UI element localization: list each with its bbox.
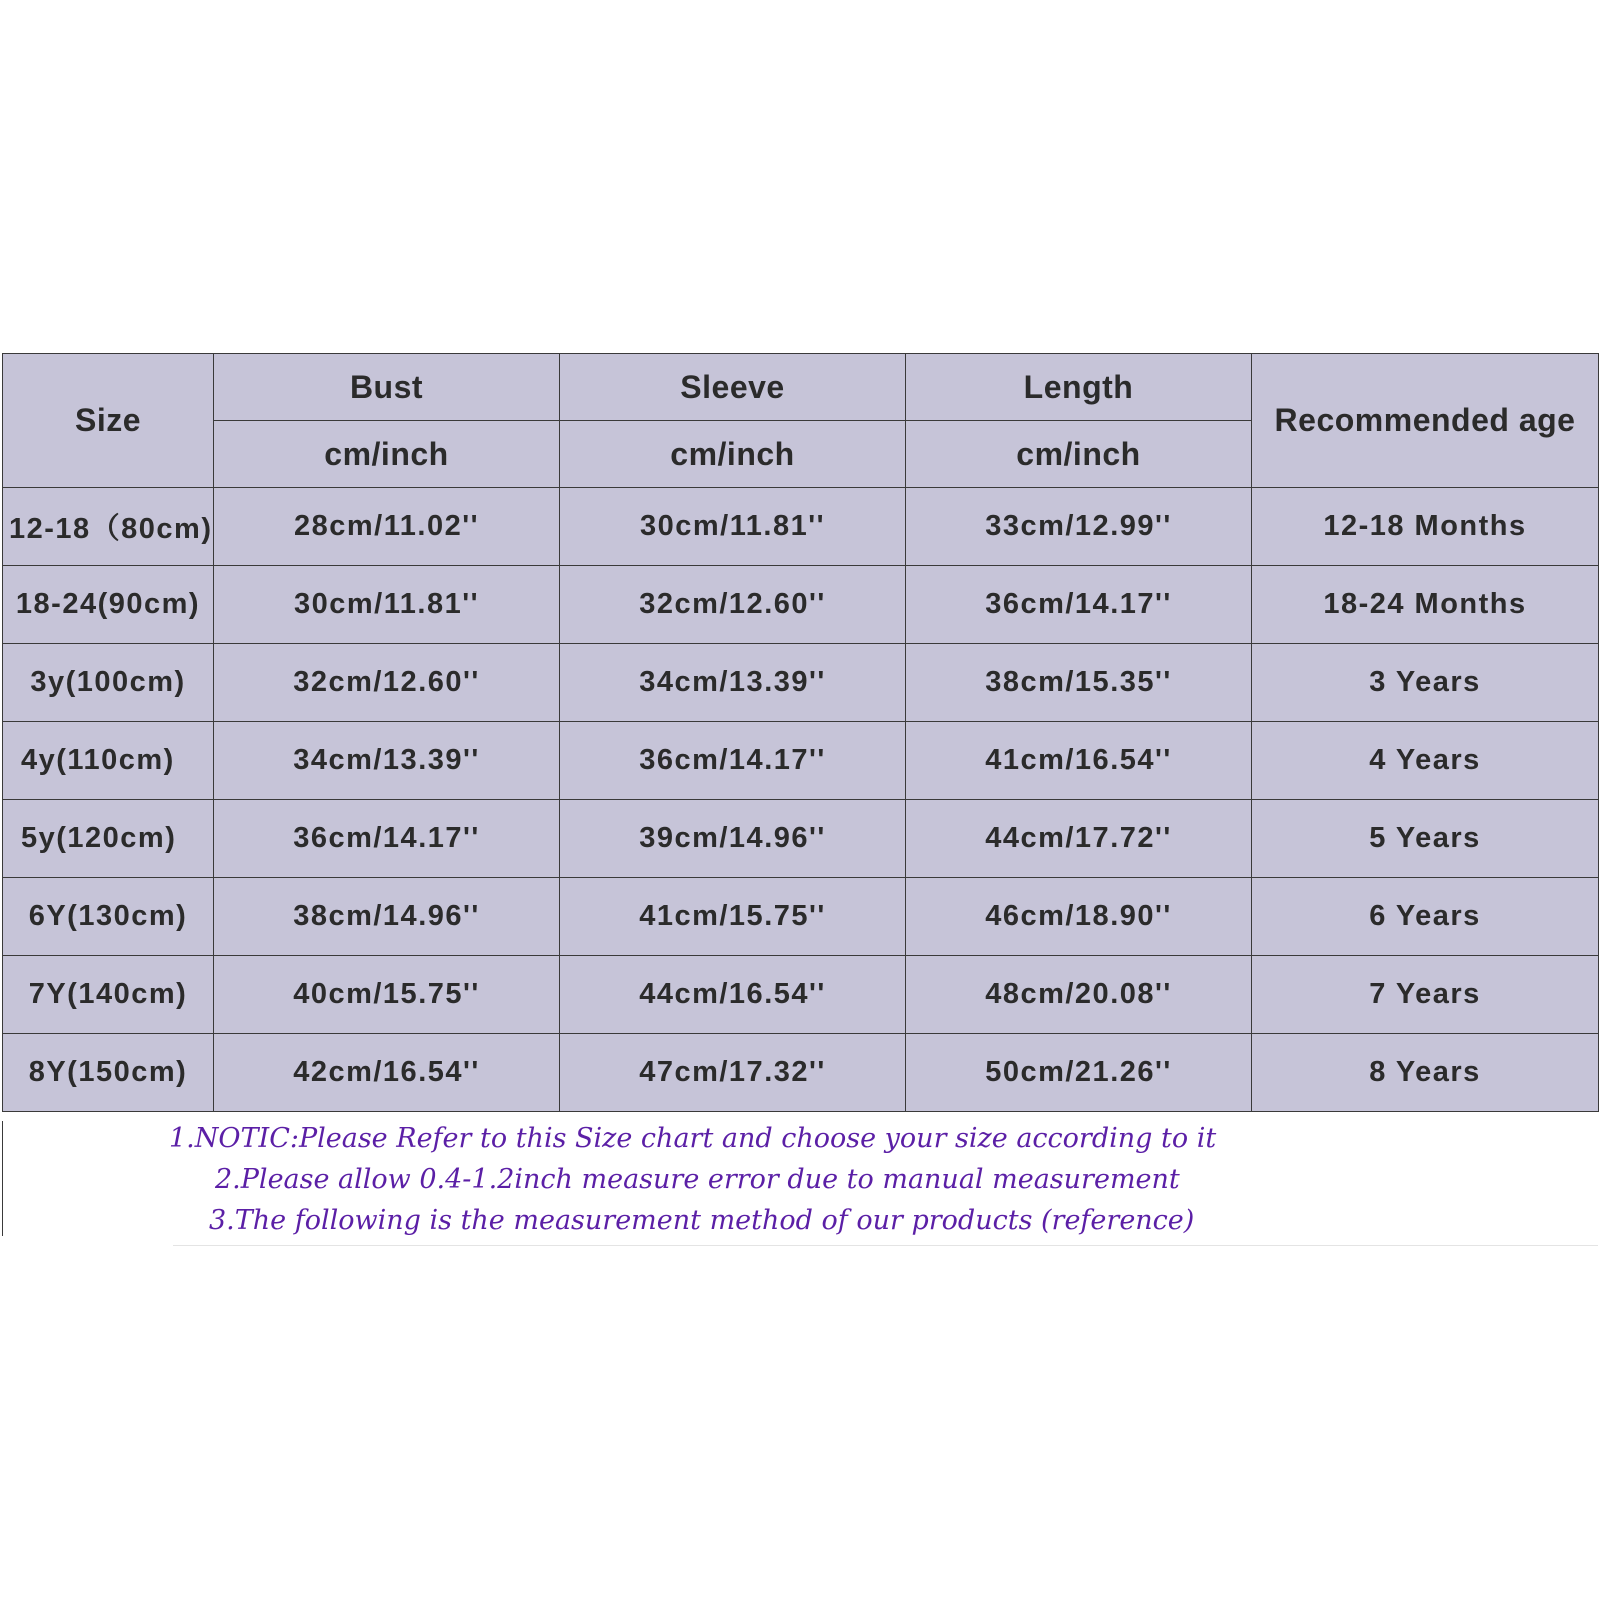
length-cell: 33cm/12.99'' <box>906 488 1252 566</box>
size-header: Size <box>3 354 214 488</box>
size-cell: 12-18（80cm) <box>3 488 214 566</box>
size-cell: 6Y(130cm) <box>3 878 214 956</box>
size-cell: 7Y(140cm) <box>3 956 214 1034</box>
sleeve-cell: 47cm/17.32'' <box>560 1034 906 1112</box>
length-cell: 46cm/18.90'' <box>906 878 1252 956</box>
length-cell: 36cm/14.17'' <box>906 566 1252 644</box>
sleeve-cell: 34cm/13.39'' <box>560 644 906 722</box>
table-row <box>3 956 1599 1034</box>
age-cell: 7 Years <box>1252 956 1599 1034</box>
size-cell: 18-24(90cm) <box>3 566 214 644</box>
table-row <box>3 800 1599 878</box>
size-cell: 8Y(150cm) <box>3 1034 214 1112</box>
bust-cell: 28cm/11.02'' <box>214 488 560 566</box>
recommended-age-header: Recommended age <box>1252 354 1599 488</box>
table-row <box>3 644 1599 722</box>
age-cell: 4 Years <box>1252 722 1599 800</box>
age-cell: 6 Years <box>1252 878 1599 956</box>
length-cell: 44cm/17.72'' <box>906 800 1252 878</box>
bust-cell: 36cm/14.17'' <box>214 800 560 878</box>
table-row <box>3 1034 1599 1112</box>
divider <box>173 1245 1598 1246</box>
sleeve-cell: 44cm/16.54'' <box>560 956 906 1034</box>
sleeve-cell: 32cm/12.60'' <box>560 566 906 644</box>
bust-cell: 30cm/11.81'' <box>214 566 560 644</box>
length-header: Length <box>906 354 1252 421</box>
length-cell: 41cm/16.54'' <box>906 722 1252 800</box>
sleeve-unit: cm/inch <box>560 421 906 488</box>
size-chart-table <box>2 353 1599 1112</box>
note-measurement-method: 3.The following is the measurement method of our products (reference) <box>209 1205 1195 1236</box>
note-measure-error: 2.Please allow 0.4-1.2inch measure error due to manual measurement <box>215 1164 1180 1195</box>
bust-cell: 34cm/13.39'' <box>214 722 560 800</box>
length-cell: 50cm/21.26'' <box>906 1034 1252 1112</box>
table-row <box>3 566 1599 644</box>
sleeve-header: Sleeve <box>560 354 906 421</box>
bust-cell: 42cm/16.54'' <box>214 1034 560 1112</box>
sleeve-cell: 30cm/11.81'' <box>560 488 906 566</box>
age-cell: 5 Years <box>1252 800 1599 878</box>
size-cell: 4y(110cm) <box>3 722 214 800</box>
age-cell: 12-18 Months <box>1252 488 1599 566</box>
table-row <box>3 722 1599 800</box>
table-row <box>3 878 1599 956</box>
size-notes <box>2 1121 1598 1236</box>
bust-cell: 40cm/15.75'' <box>214 956 560 1034</box>
length-unit: cm/inch <box>906 421 1252 488</box>
age-cell: 18-24 Months <box>1252 566 1599 644</box>
age-cell: 8 Years <box>1252 1034 1599 1112</box>
sleeve-cell: 41cm/15.75'' <box>560 878 906 956</box>
sleeve-cell: 39cm/14.96'' <box>560 800 906 878</box>
bust-header: Bust <box>214 354 560 421</box>
age-cell: 3 Years <box>1252 644 1599 722</box>
note-size-chart: 1.NOTIC:Please Refer to this Size chart and choose your size according to it <box>169 1123 1217 1154</box>
header-row <box>3 354 1599 421</box>
length-cell: 48cm/20.08'' <box>906 956 1252 1034</box>
size-cell: 5y(120cm) <box>3 800 214 878</box>
length-cell: 38cm/15.35'' <box>906 644 1252 722</box>
table-row <box>3 488 1599 566</box>
size-cell: 3y(100cm) <box>3 644 214 722</box>
bust-cell: 32cm/12.60'' <box>214 644 560 722</box>
bust-unit: cm/inch <box>214 421 560 488</box>
bust-cell: 38cm/14.96'' <box>214 878 560 956</box>
sleeve-cell: 36cm/14.17'' <box>560 722 906 800</box>
